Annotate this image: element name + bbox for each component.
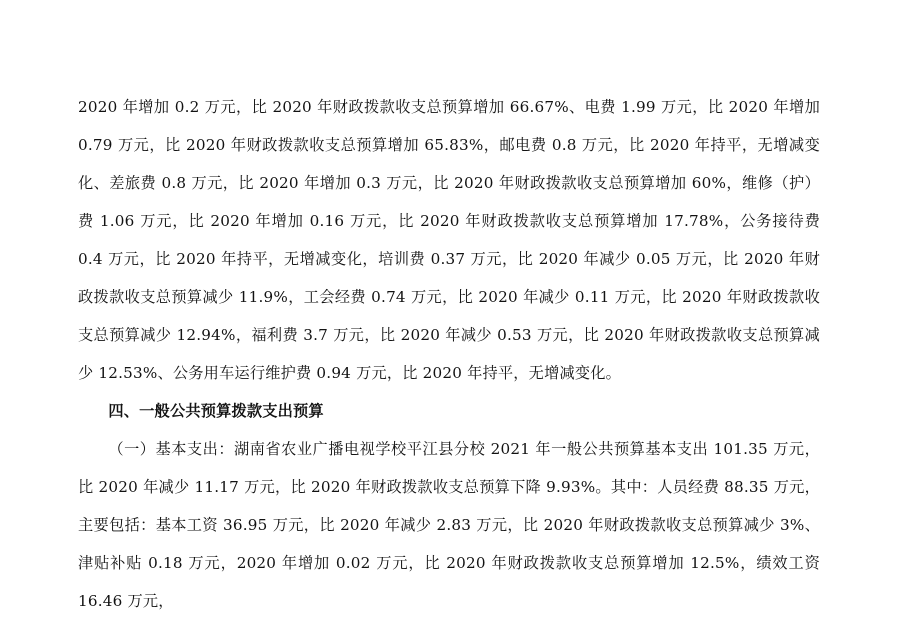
- document-body: [78, 88, 820, 620]
- paragraph-basic-expenditure: （一）基本支出：湖南省农业广播电视学校平江县分校 2021 年一般公共预算基本支出 101.35 万元，比 2020 年减少 11.17 万元，比 2020 年财政拨款收支总预算下降 9.93%。其中：人员经费 88.35 万元，主要包括：基本工资 36.95 万元，比 2020 年减少 2.83 万元，比 2020 年财政拨款收支总预算减少 3%、津贴补贴 0.18 万元，2020 年增加 0.02 万元，比 2020 年财政拨款收支总预算增加 12.5%，绩效工资 16.46 万元，: [78, 440, 820, 610]
- section-heading-four: 四、一般公共预算拨款支出预算: [108, 402, 324, 420]
- paragraph-budget-continuation: 2020 年增加 0.2 万元，比 2020 年财政拨款收支总预算增加 66.67%、电费 1.99 万元，比 2020 年增加 0.79 万元，比 2020 年财政拨款收支总预算增加 65.83%，邮电费 0.8 万元，比 2020 年持平，无增减变化、差旅费 0.8 万元，比 2020 年增加 0.3 万元，比 2020 年财政拨款收支总预算增加 60%，维修（护）费 1.06 万元，比 2020 年增加 0.16 万元，比 2020 年财政拨款收支总预算增加 17.78%，公务接待费 0.4 万元，比 2020 年持平，无增减变化，培训费 0.37 万元，比 2020 年减少 0.05 万元，比 2020 年财政拨款收支总预算减少 11.9%，工会经费 0.74 万元，比 2020 年减少 0.11 万元，比 2020 年财政拨款收支总预算减少 12.94%，福利费 3.7 万元，比 2020 年减少 0.53 万元，比 2020 年财政拨款收支总预算减少 12.53%、公务用车运行维护费 0.94 万元，比 2020 年持平，无增减变化。: [78, 98, 820, 382]
